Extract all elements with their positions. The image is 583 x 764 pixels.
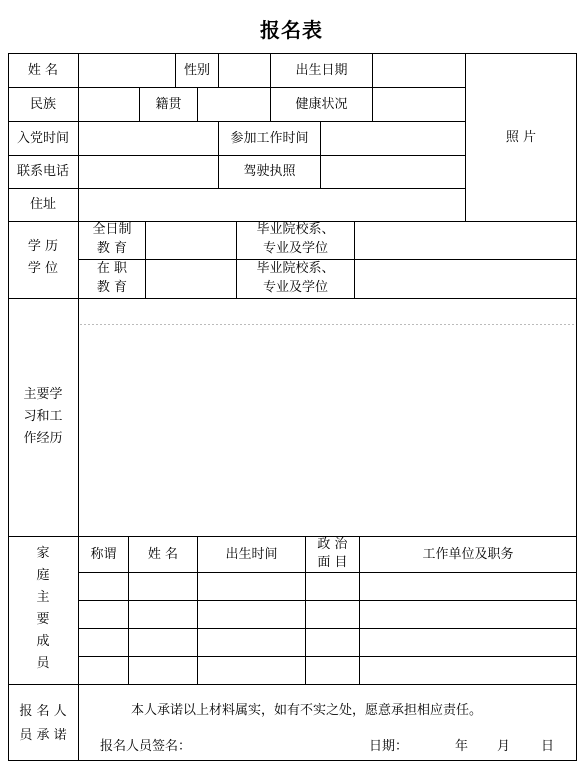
label-pledge-line2: 员 承 诺: [19, 728, 67, 743]
form-title: 报名表: [260, 18, 323, 42]
label-experience: [8, 384, 78, 450]
fulltime-school-line2: 专业及学位: [262, 241, 328, 256]
parttime-education-field[interactable]: [146, 260, 236, 298]
gender-field[interactable]: [219, 54, 270, 87]
label-parttime-school: [237, 259, 354, 297]
parttime-school-line1: 毕业院校系、: [256, 261, 335, 276]
driver-license-field[interactable]: [321, 156, 465, 188]
table-row[interactable]: [79, 629, 576, 656]
col-work: 工作单位及职务: [422, 546, 514, 562]
label-experience-line3: 作经历: [23, 431, 63, 446]
table-row[interactable]: [79, 573, 576, 600]
label-health: 健康状况: [295, 96, 348, 112]
label-family-char: 要: [36, 612, 50, 627]
col-relation: 称谓: [90, 546, 117, 562]
birth-date-field[interactable]: [373, 54, 465, 87]
label-education-line2: 学 位: [27, 261, 59, 276]
label-education-line1: 学 历: [27, 239, 59, 254]
col-political-line2: 面 目: [317, 555, 348, 570]
date-year-label: 年: [455, 739, 469, 754]
fulltime-line2: 教 育: [96, 241, 128, 256]
label-name: 姓 名: [27, 62, 59, 78]
parttime-line1: 在 职: [96, 261, 128, 276]
label-family-char: 庭: [36, 568, 50, 583]
fulltime-school-field[interactable]: [355, 222, 576, 259]
label-ethnicity: 民族: [29, 96, 56, 112]
parttime-school-field[interactable]: [355, 260, 576, 298]
label-fulltime-education: [79, 220, 145, 258]
table-row[interactable]: [79, 657, 576, 684]
label-native-place: 籍贯: [155, 96, 182, 112]
label-address: 住址: [29, 197, 56, 212]
label-education: [8, 236, 78, 280]
signature-label: 报名人员签名：: [100, 739, 192, 754]
work-start-date-field[interactable]: [321, 122, 465, 155]
label-fulltime-school: [237, 220, 354, 258]
label-experience-line1: 主要学: [23, 387, 63, 402]
table-row[interactable]: [79, 601, 576, 628]
label-gender: 性别: [183, 62, 210, 78]
label-party-join-date: 入党时间: [16, 130, 69, 146]
col-name: 姓 名: [147, 546, 179, 562]
label-family-char: 成: [36, 634, 50, 649]
label-parttime-education: [79, 259, 145, 297]
date-month-label: 月: [497, 739, 511, 754]
label-experience-line2: 习和工: [23, 409, 63, 424]
fulltime-line1: 全日制: [92, 222, 132, 237]
date-day-label: 日: [541, 739, 555, 754]
label-work-start-date: 参加工作时间: [230, 130, 309, 146]
fulltime-school-line1: 毕业院校系、: [256, 222, 335, 237]
col-birth: 出生时间: [225, 546, 278, 562]
label-pledge: [8, 700, 78, 748]
health-field[interactable]: [373, 88, 465, 121]
parttime-line2: 教 育: [96, 280, 128, 295]
label-family-char: 家: [36, 546, 50, 561]
native-place-field[interactable]: [198, 88, 270, 121]
label-driver-license: 驾驶执照: [243, 164, 296, 179]
experience-textarea[interactable]: [79, 299, 576, 536]
label-family: [8, 543, 78, 675]
address-field[interactable]: [79, 189, 465, 221]
label-pledge-line1: 报 名 人: [19, 704, 67, 719]
label-family-char: 主: [36, 590, 50, 605]
label-phone: 联系电话: [16, 164, 69, 179]
label-family-char: 员: [36, 656, 50, 671]
date-label: 日期：: [369, 739, 409, 754]
photo-area[interactable]: 照 片: [505, 129, 537, 145]
col-political-line1: 政 治: [317, 537, 348, 552]
name-field[interactable]: [79, 54, 175, 87]
fulltime-education-field[interactable]: [146, 222, 236, 259]
pledge-statement: 本人承诺以上材料属实，如有不实之处，愿意承担相应责任。: [131, 703, 483, 718]
party-join-date-field[interactable]: [79, 122, 218, 155]
col-political: [306, 536, 359, 572]
ethnicity-field[interactable]: [79, 88, 139, 121]
label-birth-date: 出生日期: [295, 62, 348, 78]
parttime-school-line2: 专业及学位: [262, 280, 328, 295]
signature-field[interactable]: [195, 736, 355, 756]
phone-field[interactable]: [79, 156, 218, 188]
